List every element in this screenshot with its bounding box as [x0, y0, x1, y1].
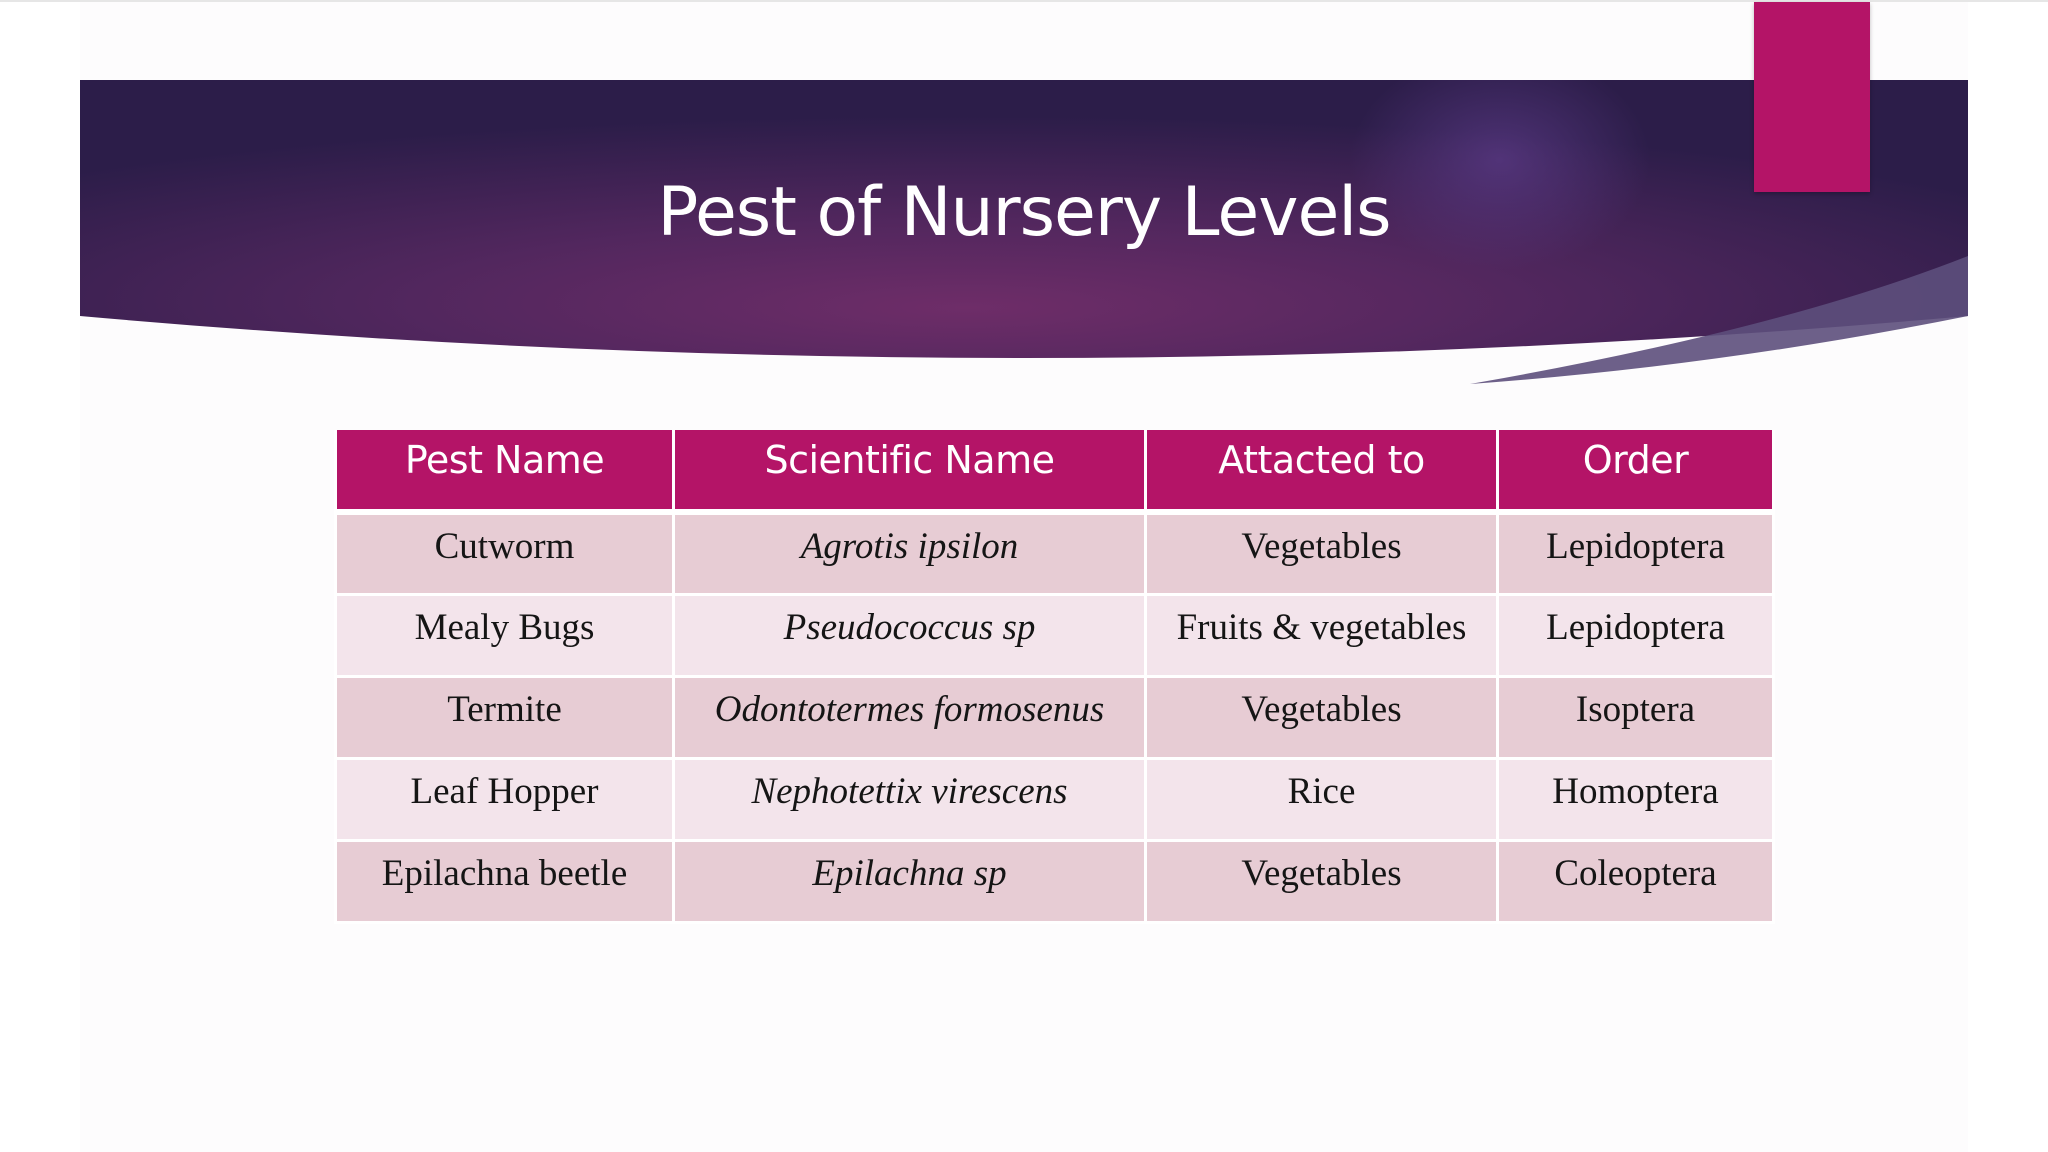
header-pest-name: Pest Name	[336, 430, 674, 512]
table-row	[336, 676, 1774, 758]
scientific-name-cell: Nephotettix virescens	[674, 758, 1146, 840]
header-scientific-name: Scientific Name	[674, 430, 1146, 512]
scientific-name-cell: Epilachna sp	[674, 840, 1146, 922]
presentation-slide	[0, 2, 2048, 1152]
table-row	[336, 594, 1774, 676]
pest-name-cell: Termite	[336, 676, 674, 758]
pest-name-cell: Mealy Bugs	[336, 594, 674, 676]
scientific-name-cell: Odontotermes formosenus	[674, 676, 1146, 758]
order-cell: Lepidoptera	[1498, 512, 1774, 594]
table-row	[336, 512, 1774, 594]
table-header-row	[336, 430, 1774, 512]
accent-tab	[1754, 2, 1870, 192]
pest-name-cell: Cutworm	[336, 512, 674, 594]
order-cell: Coleoptera	[1498, 840, 1774, 922]
order-cell: Homoptera	[1498, 758, 1774, 840]
attacted-to-cell: Fruits & vegetables	[1146, 594, 1498, 676]
attacted-to-cell: Rice	[1146, 758, 1498, 840]
scientific-name-cell: Pseudococcus sp	[674, 594, 1146, 676]
header-order: Order	[1498, 430, 1774, 512]
attacted-to-cell: Vegetables	[1146, 512, 1498, 594]
header-attacted-to: Attacted to	[1146, 430, 1498, 512]
scientific-name-cell: Agrotis ipsilon	[674, 512, 1146, 594]
slide-title: Pest of Nursery Levels	[657, 173, 1391, 252]
order-cell: Lepidoptera	[1498, 594, 1774, 676]
table-row	[336, 758, 1774, 840]
attacted-to-cell: Vegetables	[1146, 840, 1498, 922]
table-row	[336, 840, 1774, 922]
order-cell: Isoptera	[1498, 676, 1774, 758]
pest-table	[334, 430, 1775, 924]
pest-name-cell: Epilachna beetle	[336, 840, 674, 922]
pest-name-cell: Leaf Hopper	[336, 758, 674, 840]
attacted-to-cell: Vegetables	[1146, 676, 1498, 758]
